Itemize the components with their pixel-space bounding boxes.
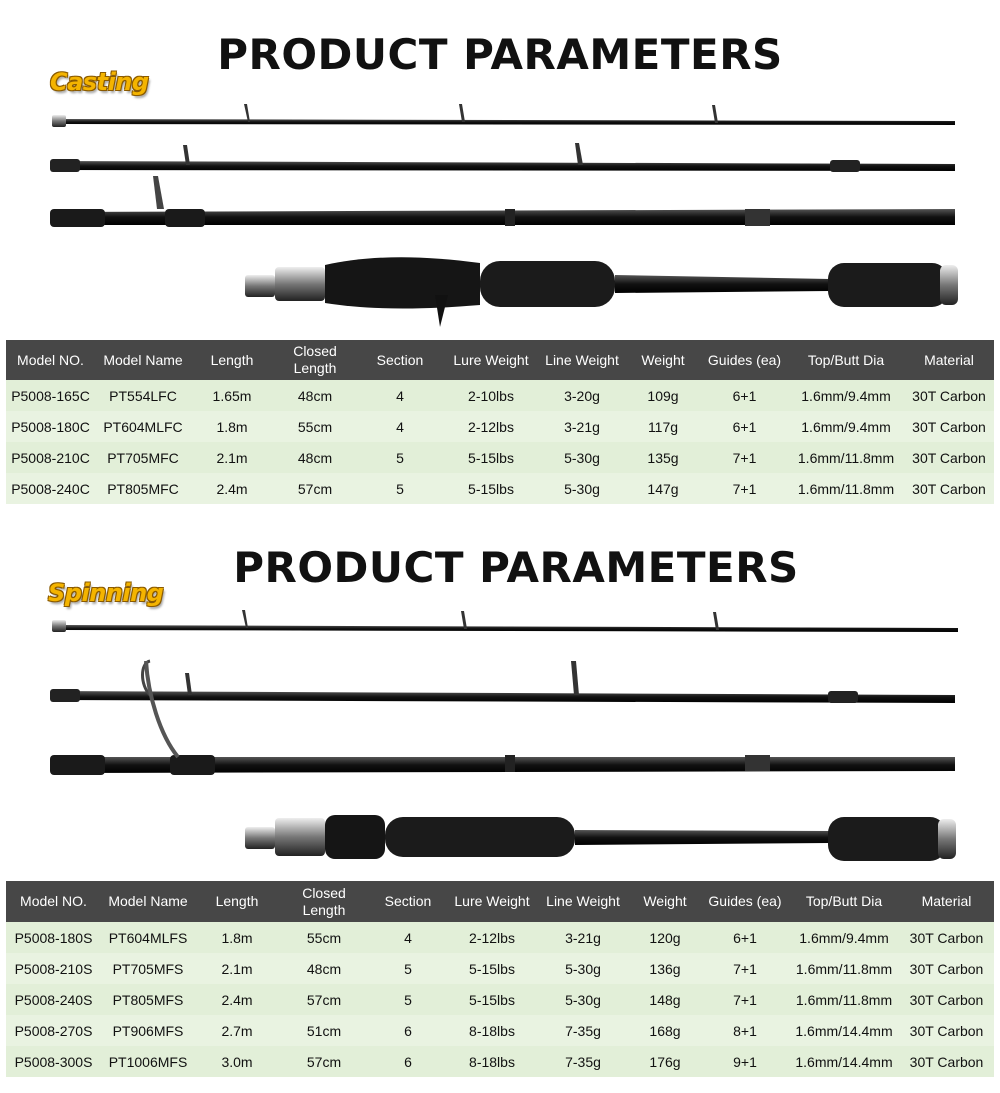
cell-weight: 148g (629, 984, 701, 1015)
cell-section: 5 (369, 953, 447, 984)
cell-model-no: P5008-270S (6, 1015, 101, 1046)
cell-lure-weight: 2-12lbs (443, 411, 539, 442)
cell-material: 30T Carbon (904, 411, 994, 442)
cell-length: 1.8m (195, 922, 279, 953)
cell-model-name: PT554LFC (95, 380, 191, 411)
cell-section: 6 (369, 1015, 447, 1046)
spinning-spec-table (6, 881, 994, 1077)
table-header-row (6, 881, 994, 922)
table-row (6, 953, 994, 984)
cell-closed-length: 51cm (279, 1015, 369, 1046)
cell-length: 2.4m (195, 984, 279, 1015)
cell-closed-length: 48cm (273, 442, 357, 473)
cell-top-butt-dia: 1.6mm/11.8mm (789, 984, 899, 1015)
cell-line-weight: 5-30g (539, 473, 625, 504)
cell-length: 2.1m (191, 442, 273, 473)
cell-top-butt-dia: 1.6mm/14.4mm (789, 1046, 899, 1077)
cell-top-butt-dia: 1.6mm/14.4mm (789, 1015, 899, 1046)
cell-guides: 9+1 (701, 1046, 789, 1077)
cell-lure-weight: 8-18lbs (447, 1046, 537, 1077)
cell-model-no: P5008-180S (6, 922, 101, 953)
cell-guides: 6+1 (701, 411, 788, 442)
table-row (6, 1015, 994, 1046)
rod-mid-section (50, 661, 955, 703)
cell-guides: 7+1 (701, 473, 788, 504)
column-header: Top/Butt Dia (789, 881, 899, 922)
cell-weight: 136g (629, 953, 701, 984)
cell-line-weight: 7-35g (537, 1046, 629, 1077)
cell-length: 2.7m (195, 1015, 279, 1046)
column-header: Guides (ea) (701, 881, 789, 922)
cell-model-name: PT805MFS (101, 984, 195, 1015)
table-row (6, 984, 994, 1015)
column-header: Line Weight (539, 340, 625, 380)
rod-handle (245, 257, 958, 327)
cell-model-no: P5008-165C (6, 380, 95, 411)
cell-model-no: P5008-240S (6, 984, 101, 1015)
cell-line-weight: 7-35g (537, 1015, 629, 1046)
cell-top-butt-dia: 1.6mm/9.4mm (788, 380, 904, 411)
cell-lure-weight: 2-10lbs (443, 380, 539, 411)
column-header: Top/Butt Dia (788, 340, 904, 380)
column-header: Section (357, 340, 443, 380)
cell-line-weight: 3-20g (539, 380, 625, 411)
cell-length: 1.8m (191, 411, 273, 442)
cell-closed-length: 57cm (279, 1046, 369, 1077)
cell-line-weight: 5-30g (539, 442, 625, 473)
cell-top-butt-dia: 1.6mm/11.8mm (789, 953, 899, 984)
column-header: Lure Weight (447, 881, 537, 922)
cell-model-no: P5008-180C (6, 411, 95, 442)
cell-weight: 147g (625, 473, 701, 504)
cell-line-weight: 5-30g (537, 953, 629, 984)
cell-line-weight: 3-21g (539, 411, 625, 442)
cell-lure-weight: 2-12lbs (447, 922, 537, 953)
cell-section: 5 (357, 473, 443, 504)
cell-material: 30T Carbon (899, 922, 994, 953)
cell-weight: 120g (629, 922, 701, 953)
column-header: Closed Length (279, 881, 369, 922)
cell-material: 30T Carbon (904, 442, 994, 473)
column-header: Length (195, 881, 279, 922)
table-row (6, 380, 994, 411)
cell-model-name: PT805MFC (95, 473, 191, 504)
cell-closed-length: 55cm (279, 922, 369, 953)
spinning-rod-sections-image (0, 605, 1000, 875)
cell-guides: 7+1 (701, 953, 789, 984)
rod-handle (245, 815, 956, 861)
cell-section: 4 (357, 411, 443, 442)
column-header: Model Name (101, 881, 195, 922)
column-header: Material (899, 881, 994, 922)
cell-guides: 6+1 (701, 922, 789, 953)
cell-weight: 168g (629, 1015, 701, 1046)
table-row (6, 473, 994, 504)
cell-line-weight: 5-30g (537, 984, 629, 1015)
spinning-badge: Spinning (48, 579, 164, 607)
cell-material: 30T Carbon (899, 984, 994, 1015)
cell-model-name: PT705MFS (101, 953, 195, 984)
rod-butt-section (50, 176, 955, 227)
cell-weight: 176g (629, 1046, 701, 1077)
cell-guides: 6+1 (701, 380, 788, 411)
cell-material: 30T Carbon (899, 1046, 994, 1077)
column-header: Length (191, 340, 273, 380)
table-row (6, 1046, 994, 1077)
cell-section: 4 (369, 922, 447, 953)
cell-section: 5 (357, 442, 443, 473)
casting-spec-table (6, 340, 994, 504)
cell-top-butt-dia: 1.6mm/11.8mm (788, 473, 904, 504)
cell-section: 5 (369, 984, 447, 1015)
cell-weight: 117g (625, 411, 701, 442)
cell-model-no: P5008-240C (6, 473, 95, 504)
section-title-casting: PRODUCT PARAMETERS (217, 30, 783, 79)
cell-model-name: PT604MLFS (101, 922, 195, 953)
cell-closed-length: 55cm (273, 411, 357, 442)
cell-guides: 8+1 (701, 1015, 789, 1046)
column-header: Line Weight (537, 881, 629, 922)
column-header: Model NO. (6, 881, 101, 922)
table-row (6, 922, 994, 953)
cell-model-no: P5008-210S (6, 953, 101, 984)
cell-lure-weight: 5-15lbs (443, 442, 539, 473)
cell-material: 30T Carbon (899, 953, 994, 984)
cell-section: 6 (369, 1046, 447, 1077)
casting-badge: Casting (50, 68, 149, 96)
column-header: Section (369, 881, 447, 922)
cell-model-name: PT1006MFS (101, 1046, 195, 1077)
table-row (6, 442, 994, 473)
cell-section: 4 (357, 380, 443, 411)
table-row (6, 411, 994, 442)
cell-closed-length: 48cm (273, 380, 357, 411)
cell-model-name: PT705MFC (95, 442, 191, 473)
cell-guides: 7+1 (701, 984, 789, 1015)
rod-tip-section (52, 610, 958, 632)
column-header: Guides (ea) (701, 340, 788, 380)
cell-closed-length: 57cm (273, 473, 357, 504)
column-header: Model NO. (6, 340, 95, 380)
cell-line-weight: 3-21g (537, 922, 629, 953)
cell-lure-weight: 5-15lbs (443, 473, 539, 504)
cell-length: 2.1m (195, 953, 279, 984)
cell-lure-weight: 5-15lbs (447, 953, 537, 984)
cell-top-butt-dia: 1.6mm/9.4mm (788, 411, 904, 442)
cell-length: 2.4m (191, 473, 273, 504)
cell-weight: 135g (625, 442, 701, 473)
cell-length: 3.0m (195, 1046, 279, 1077)
cell-closed-length: 57cm (279, 984, 369, 1015)
cell-guides: 7+1 (701, 442, 788, 473)
cell-length: 1.65m (191, 380, 273, 411)
cell-top-butt-dia: 1.6mm/9.4mm (789, 922, 899, 953)
column-header: Material (904, 340, 994, 380)
column-header: Weight (625, 340, 701, 380)
column-header: Lure Weight (443, 340, 539, 380)
column-header: Closed Length (273, 340, 357, 380)
cell-model-name: PT604MLFC (95, 411, 191, 442)
cell-top-butt-dia: 1.6mm/11.8mm (788, 442, 904, 473)
cell-material: 30T Carbon (904, 473, 994, 504)
cell-lure-weight: 8-18lbs (447, 1015, 537, 1046)
cell-weight: 109g (625, 380, 701, 411)
cell-lure-weight: 5-15lbs (447, 984, 537, 1015)
cell-model-no: P5008-300S (6, 1046, 101, 1077)
cell-material: 30T Carbon (904, 380, 994, 411)
cell-material: 30T Carbon (899, 1015, 994, 1046)
section-title-spinning: PRODUCT PARAMETERS (233, 543, 799, 592)
cell-model-no: P5008-210C (6, 442, 95, 473)
column-header: Model Name (95, 340, 191, 380)
cell-model-name: PT906MFS (101, 1015, 195, 1046)
casting-rod-sections-image (0, 95, 1000, 335)
column-header: Weight (629, 881, 701, 922)
cell-closed-length: 48cm (279, 953, 369, 984)
rod-mid-section (50, 143, 955, 172)
table-header-row (6, 340, 994, 380)
rod-tip-section (52, 104, 955, 127)
